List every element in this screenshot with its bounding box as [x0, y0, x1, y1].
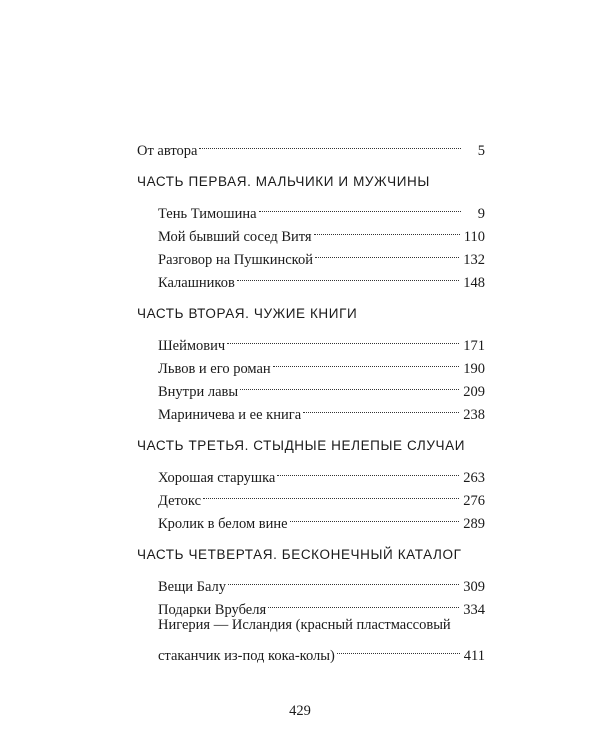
dot-leader: [227, 327, 459, 350]
dot-leader: [240, 373, 459, 396]
toc-entry-page: 309: [463, 579, 485, 595]
toc-entry-page: 238: [463, 407, 485, 423]
toc-entry-title: Тень Тимошина: [158, 206, 257, 222]
toc-entry: [137, 327, 485, 354]
toc-entry-title: Разговор на Пушкинской: [158, 252, 313, 268]
dot-leader: [277, 459, 459, 482]
toc-entry-page: 263: [463, 470, 485, 486]
toc-entry-page: 276: [463, 493, 485, 509]
toc-entry: [137, 459, 485, 486]
dot-leader: [268, 591, 459, 614]
table-of-contents: [137, 132, 485, 664]
toc-entry-title: Кролик в белом вине: [158, 516, 288, 532]
toc-entry-page: 148: [463, 275, 485, 291]
toc-entry-title-line1: Нигерия — Исландия (красный пластмассовый: [158, 617, 451, 633]
toc-entry-title: Львов и его роман: [158, 361, 271, 377]
dot-leader: [303, 396, 459, 419]
dot-leader: [228, 568, 459, 591]
toc-entry-title: Внутри лавы: [158, 384, 239, 400]
toc-entry-page: 411: [463, 648, 485, 664]
toc-entry-title: Хорошая старушка: [158, 470, 276, 486]
toc-entry-page: 110: [463, 229, 485, 245]
part-heading-1: ЧАСТЬ ПЕРВАЯ. МАЛЬЧИКИ И МУЖЧИНЫ: [137, 174, 430, 189]
toc-entry-title: Подарки Врубеля: [158, 602, 267, 618]
part-heading-2: ЧАСТЬ ВТОРАЯ. ЧУЖИЕ КНИГИ: [137, 306, 358, 321]
toc-entry: [137, 637, 485, 664]
toc-entry-title: Вещи Балу: [158, 579, 227, 595]
toc-entry-page: 209: [463, 384, 485, 400]
page-number: 429: [289, 703, 311, 719]
part-heading-4: ЧАСТЬ ЧЕТВЕРТАЯ. БЕСКОНЕЧНЫЙ КАТАЛОГ: [137, 547, 462, 562]
dot-leader: [237, 264, 459, 287]
toc-entry-page: 171: [463, 338, 485, 354]
toc-entry-title-line2: стаканчик из-под кока-колы): [158, 648, 335, 664]
toc-entry-title: Калашников: [158, 275, 235, 291]
toc-entry-title: Мой бывший сосед Витя: [158, 229, 312, 245]
dot-leader: [290, 505, 460, 528]
dot-leader: [259, 195, 461, 218]
toc-entry-page: 5: [477, 143, 485, 159]
dot-leader: [273, 350, 460, 373]
dot-leader: [315, 241, 459, 264]
toc-entry-title: Мариничева и ее книга: [158, 407, 302, 423]
toc-entry: [137, 568, 485, 595]
toc-entry-page: 9: [477, 206, 485, 222]
toc-entry-title: Детокс: [158, 493, 202, 509]
dot-leader: [314, 218, 460, 241]
toc-entry-intro: [137, 132, 485, 159]
toc-entry-page: 190: [463, 361, 485, 377]
dot-leader: [337, 637, 460, 660]
part-heading-3: ЧАСТЬ ТРЕТЬЯ. СТЫДНЫЕ НЕЛЕПЫЕ СЛУЧАИ: [137, 438, 466, 453]
toc-entry: [137, 195, 485, 222]
toc-entry-title: Шеймович: [158, 338, 226, 354]
dot-leader: [199, 132, 461, 155]
dot-leader: [203, 482, 459, 505]
toc-entry-page: 289: [463, 516, 485, 532]
toc-entry-page: 132: [463, 252, 485, 268]
toc-entry-page: 334: [463, 602, 485, 618]
toc-entry-title: От автора: [137, 143, 198, 159]
